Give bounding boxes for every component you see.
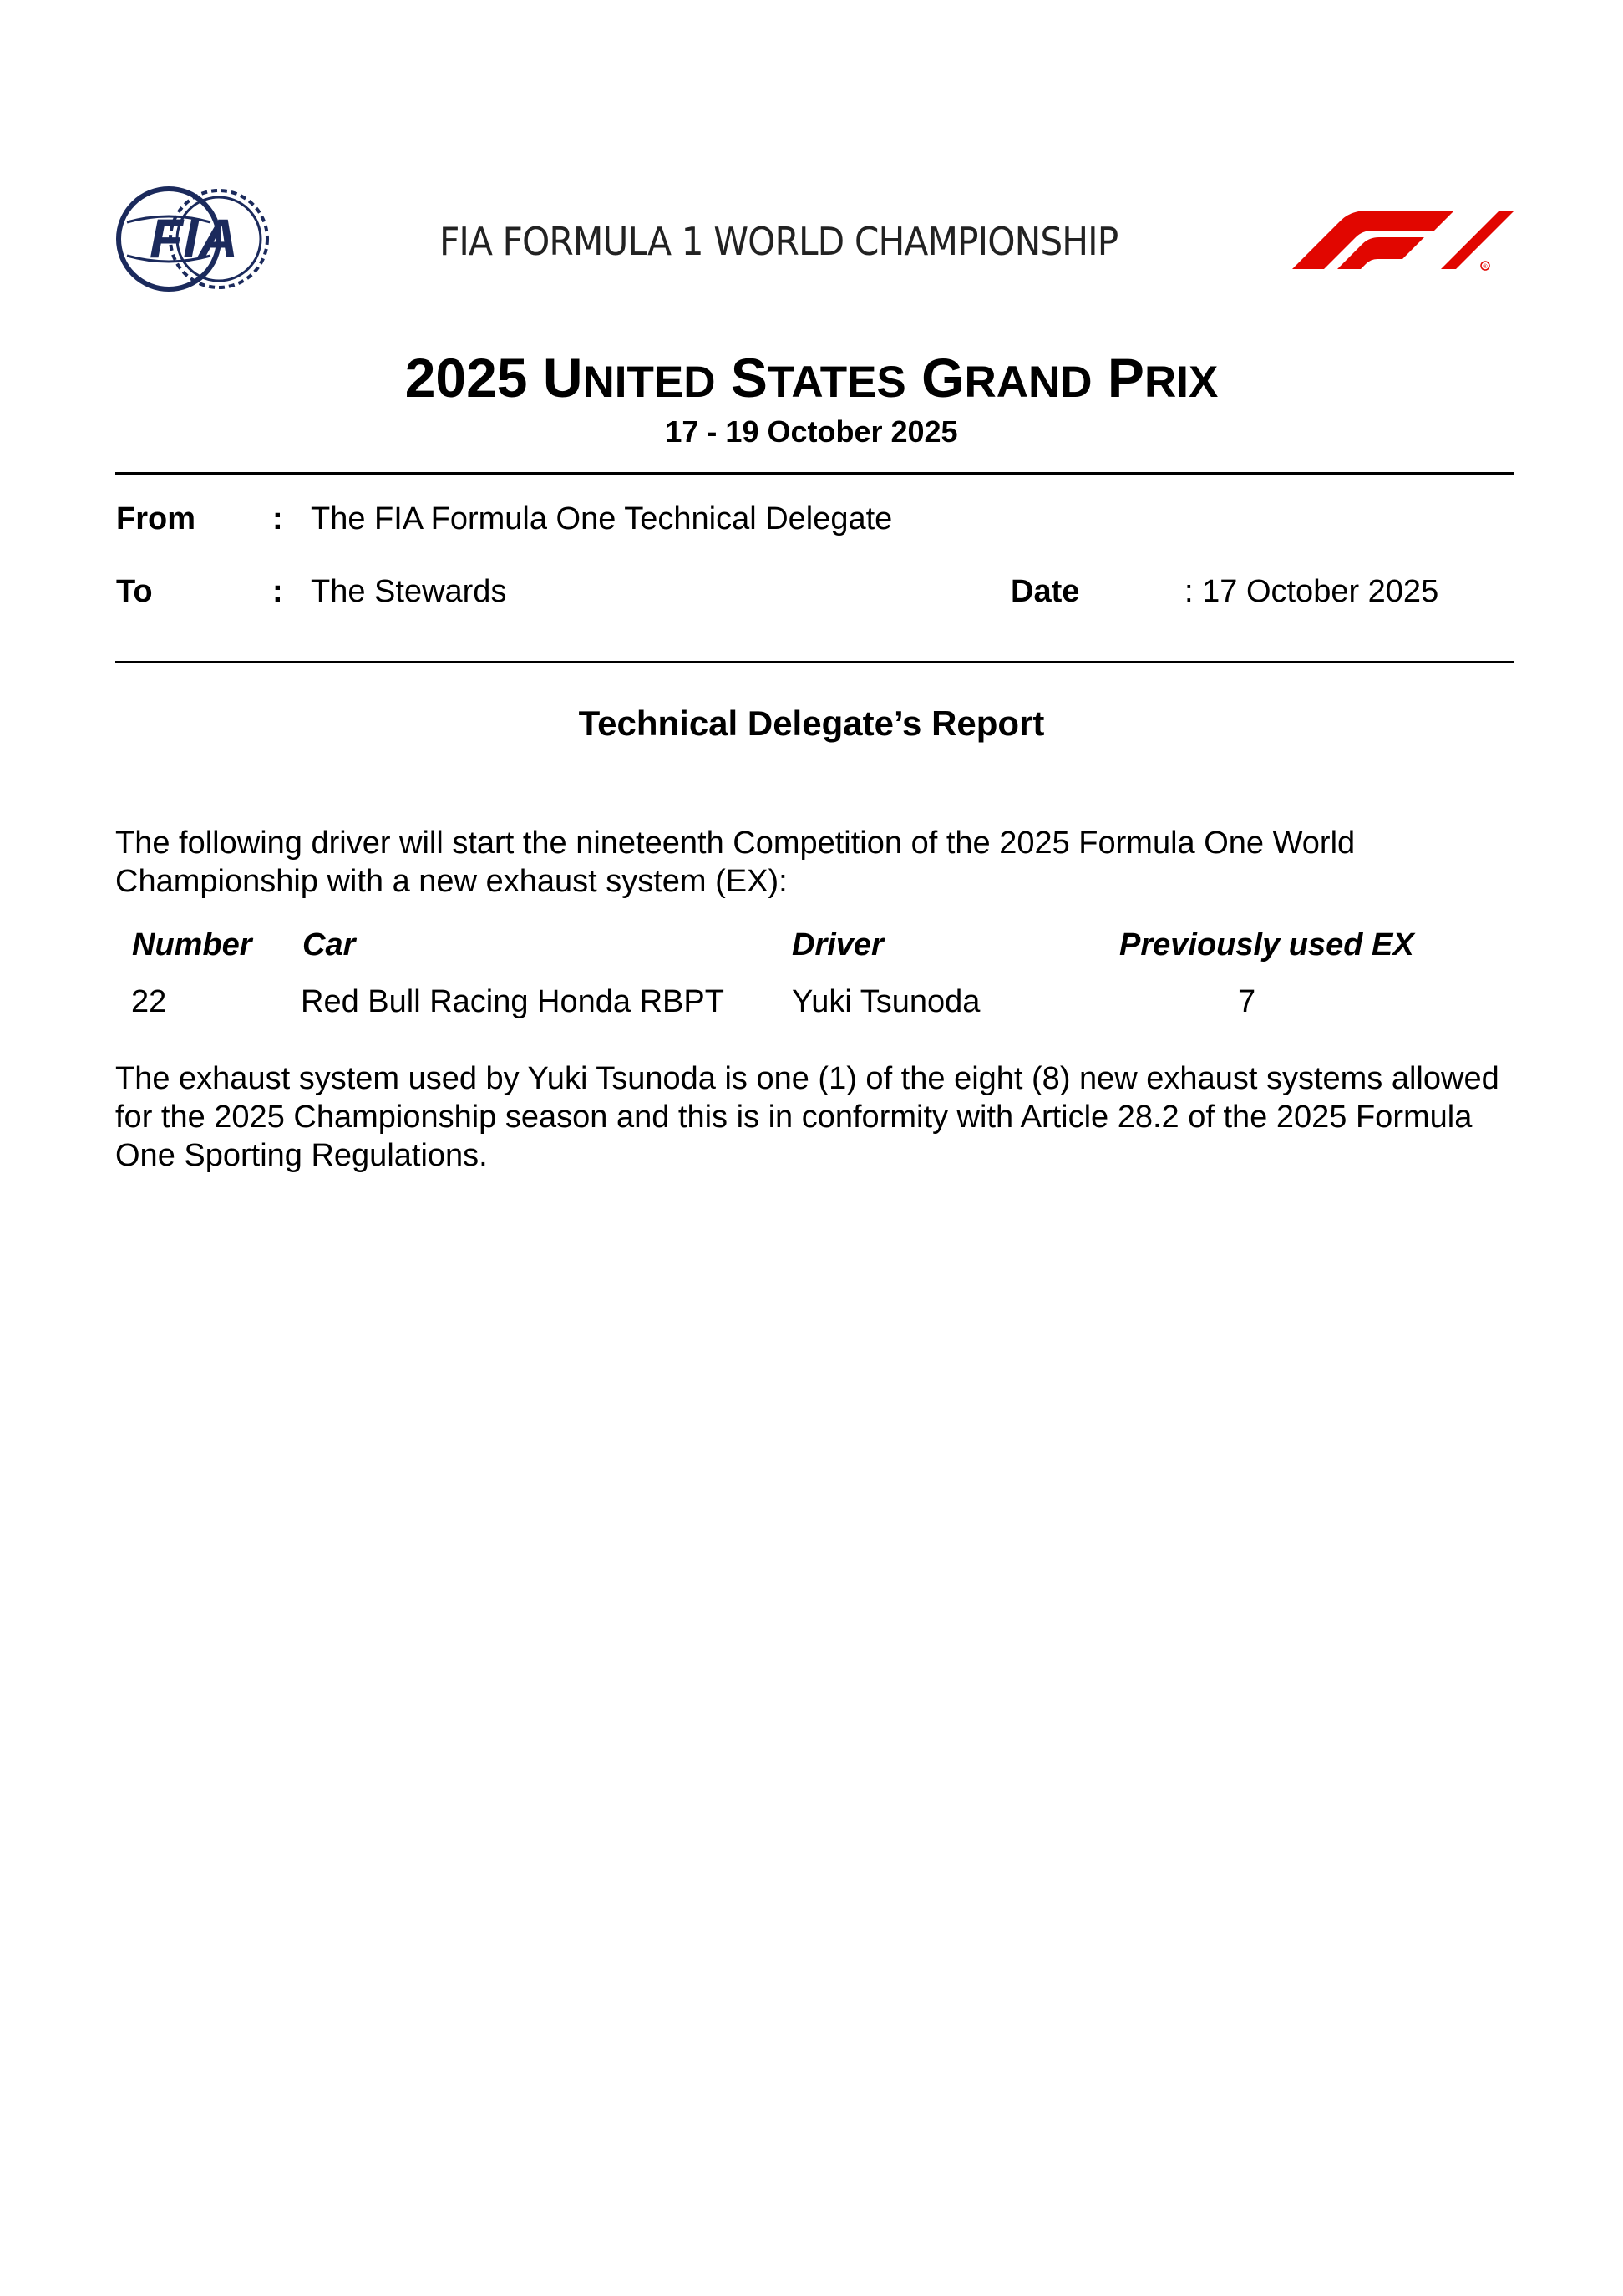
- from-value: The FIA Formula One Technical Delegate: [311, 501, 893, 536]
- table-cell-car: Red Bull Racing Honda RBPT: [301, 984, 724, 1019]
- table-header-number: Number: [132, 927, 252, 963]
- from-label: From: [116, 501, 195, 536]
- table-header-car: Car: [302, 927, 356, 963]
- f1-logo: [1291, 209, 1516, 271]
- championship-heading: FIA FORMULA 1 WORLD CHAMPIONSHIP: [439, 219, 1118, 264]
- from-colon: :: [272, 501, 283, 536]
- event-title: 2025 UNITED STATES GRAND PRIX: [404, 347, 1219, 409]
- to-label: To: [116, 574, 153, 609]
- table-cell-driver: Yuki Tsunoda: [792, 984, 981, 1019]
- divider-bottom: [115, 661, 1514, 663]
- fia-logo: [115, 185, 272, 292]
- conclusion-paragraph: The exhaust system used by Yuki Tsunoda is one (1) of the eight (8) new exhaust systems allowed for the 2025 Championship season and this is in conformity with Article 28.2 of the 2025 Formula One Sporting Regulations.: [115, 1061, 1499, 1173]
- date-label: Date: [1011, 574, 1080, 609]
- divider-top: [115, 472, 1514, 475]
- report-title: Technical Delegate’s Report: [578, 704, 1045, 743]
- table-header-previously-used: Previously used EX: [1119, 927, 1414, 963]
- fia-logo-text: FIA: [149, 207, 239, 269]
- table-header-driver: Driver: [792, 927, 884, 963]
- table-cell-previously-used: 7: [1238, 984, 1256, 1019]
- date-value: : 17 October 2025: [1184, 574, 1439, 609]
- table-cell-number: 22: [131, 984, 167, 1019]
- event-dates: 17 - 19 October 2025: [665, 414, 958, 449]
- to-colon: :: [272, 574, 283, 609]
- to-value: The Stewards: [311, 574, 507, 609]
- registered-mark: ®: [1483, 264, 1488, 270]
- intro-paragraph: The following driver will start the nineteenth Competition of the 2025 Formula One World Championship with a new exhaust system (EX):: [115, 825, 1356, 899]
